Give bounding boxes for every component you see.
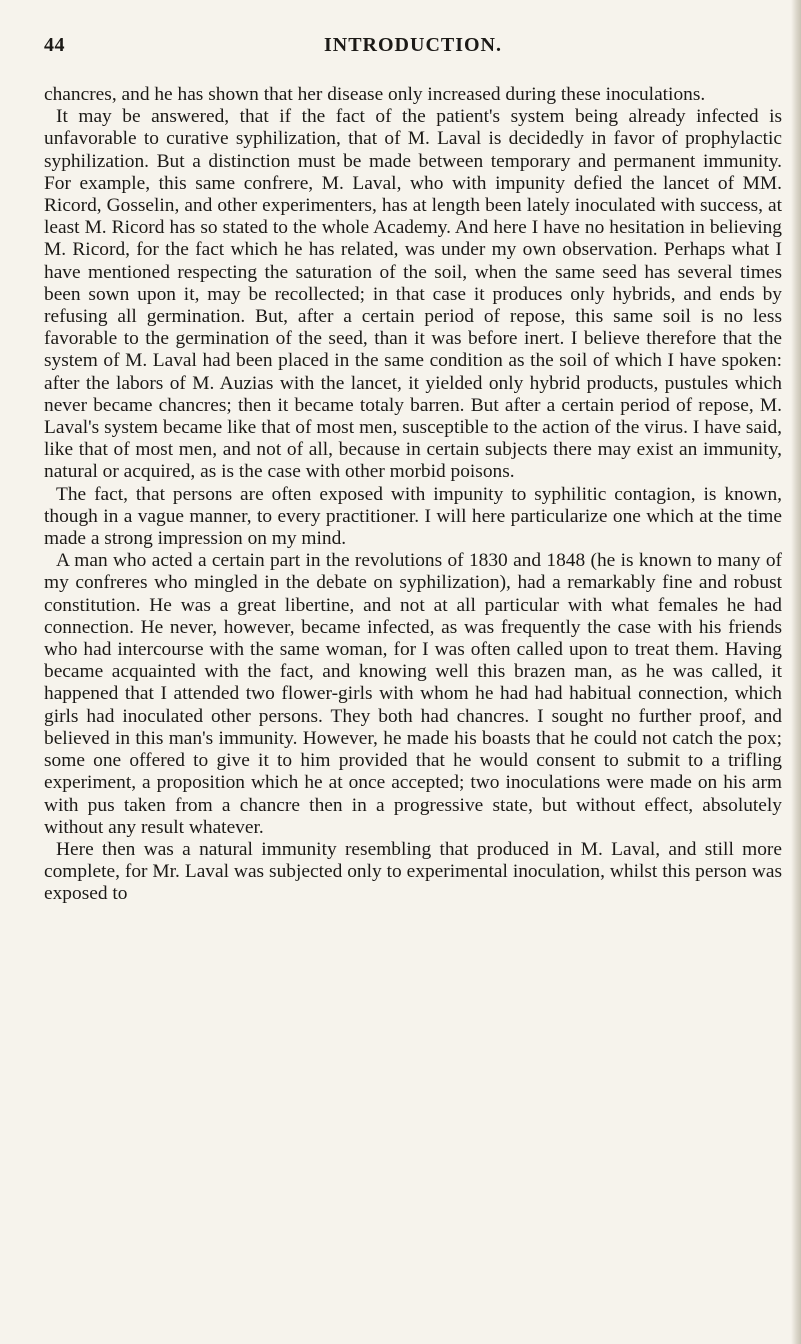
page-edge — [791, 0, 801, 1344]
paragraph: chancres, and he has shown that her disease only increased during these inoculations. — [44, 84, 706, 105]
running-head: INTRODUCTION. — [323, 34, 503, 56]
page-number: 44 — [44, 34, 65, 56]
page-header — [44, 34, 782, 58]
paragraph: Here then was a natural immunity resembling that produced in M. Laval, and still more complete, for Mr. Laval was subjected only to experimental inoculation, whilst this person was exposed to — [44, 838, 782, 905]
body-text — [44, 84, 782, 906]
paragraph: A man who acted a certain part in the revolutions of 1830 and 1848 (he is known to many of my confreres who mingled in the debate on syphilization), had a remarkably fine and robust constitution. He was a great libertine, and not at all particular with what females he had connection. He never, however, became infected, as was frequently the case with his friends who had intercourse with the same woman, for I was often called upon to treat them. Having became acquainted with the fact, and knowing well this brazen man, as he was called, it happened that I attended two flower-girls with whom he had had habitual connection, which girls had inoculated other persons. They both had chancres. I sought no further proof, and believed in this man's immunity. However, he made his boasts that he could not catch the pox; some one offered to give it to him provided that he would consent to submit to a trifling experiment, a proposition which he at once accepted; two inoculations were made on his arm with pus taken from a chancre then in a progressive state, but without effect, absolutely without any result whatever. — [44, 550, 782, 838]
paragraph: The fact, that persons are often exposed with impunity to syphilitic contagion, is known, though in a vague manner, to every practitioner. I will here particularize one which at the time made a strong impression on my mind. — [44, 483, 782, 550]
paragraph: It may be answered, that if the fact of the patient's system being already infected is unfavorable to curative syphilization, that of M. Laval is decidedly in favor of prophylactic syphilization. But a distinction must be made between temporary and permanent immunity. For example, this same confrere, M. Laval, who with impunity defied the lancet of MM. Ricord, Gosselin, and other experimenters, has at length been lately inoculated with success, at least M. Ricord has so stated to the whole Academy. And here I have no hesitation in believing M. Ricord, for the fact which he has related, was under my own observation. Perhaps what I have mentioned respecting the saturation of the soil, when the same seed has several times been sown upon it, may be recollected; in that case it produces only hybrids, and ends by refusing all germination. But, after a certain period of repose, this same soil is no less favorable to the germination of the seed, than it was before inert. I believe therefore that the system of M. Laval had been placed in the same condition as the soil of which I have spoken: after the labors of M. Auzias with the lancet, it yielded only hybrid products, pustules which never became chancres; then it became totaly barren. But after a certain period of repose, M. Laval's system became like that of most men, susceptible to the action of the virus. I have said, like that of most men, and not of all, because in certain subjects there may exist an immunity, natural or acquired, as is the case with other morbid poisons. — [44, 106, 782, 483]
